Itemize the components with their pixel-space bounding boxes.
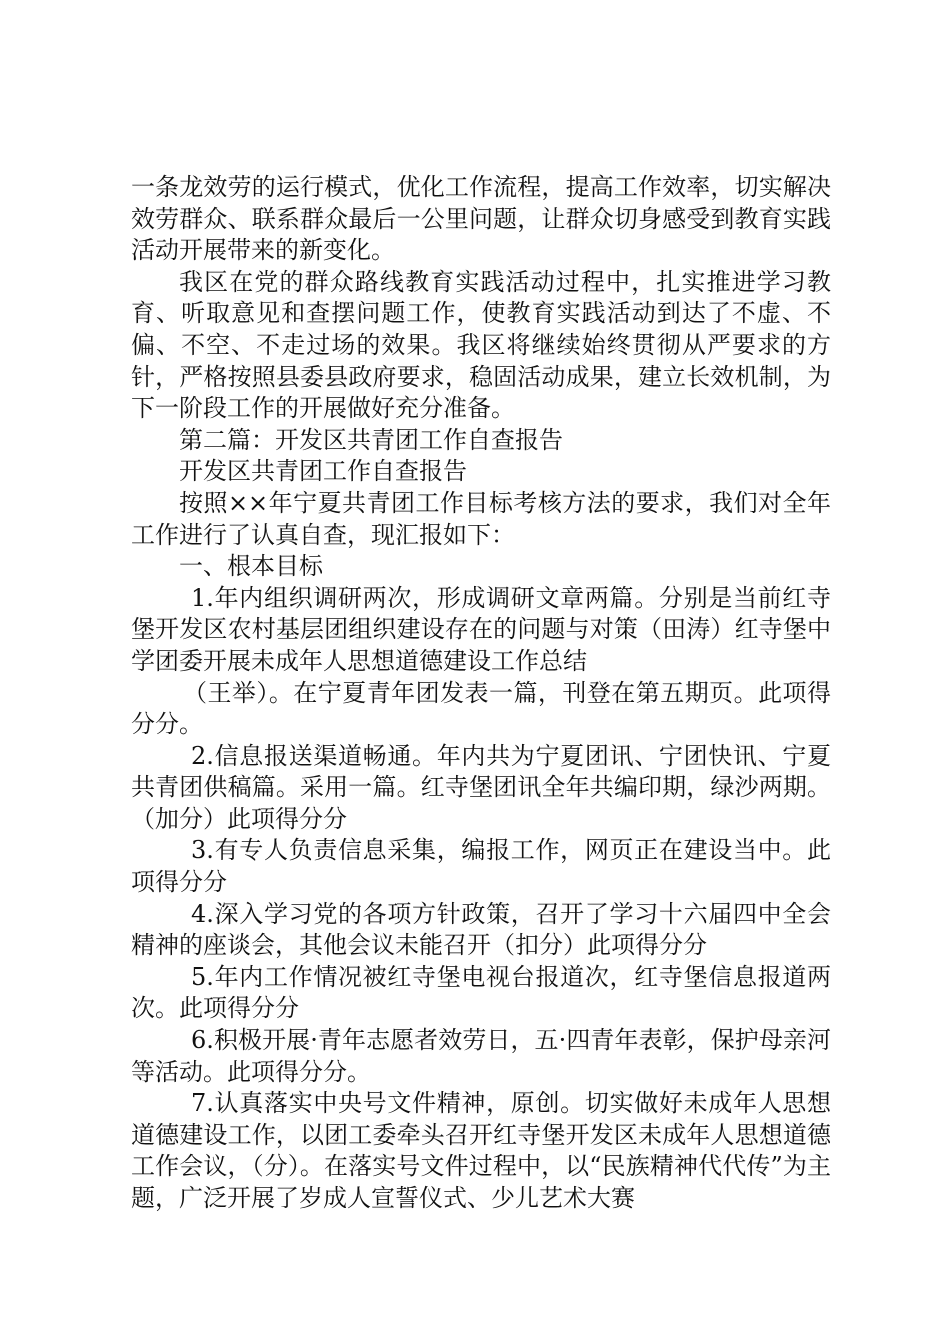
list-item-3: 3.有专人负责信息采集，编报工作，网页正在建设当中。此项得分分 xyxy=(131,836,831,897)
list-item-4: 4.深入学习党的各项方针政策，召开了学习十六届四中全会精神的座谈会，其他会议未能召开（扣分）此项得分分 xyxy=(131,899,831,960)
paragraph-continuation: 一条龙效劳的运行模式，优化工作流程，提高工作效率，切实解决效劳群众、联系群众最后一公里问题，让群众切身感受到教育实践活动开展带来的新变化。 xyxy=(131,173,831,265)
list-item-6: 6.积极开展·青年志愿者效劳日，五·四青年表彰，保护母亲河等活动。此项得分分。 xyxy=(131,1026,831,1086)
section-heading-chapter-two: 第二篇：开发区共青团工作自查报告 xyxy=(179,425,563,454)
paragraph-summary: 我区在党的群众路线教育实践活动过程中，扎实推进学习教育、听取意见和查摆问题工作，使教育实践活动到达了不虚、不偏、不空、不走过场的效果。我区将继续始终贯彻从严要求的方针，严格按照县委县政府要求，稳固活动成果，建立长效机制，为下一阶段工作的开展做好充分准备。 xyxy=(131,267,831,423)
list-item-1: 1.年内组织调研两次，形成调研文章两篇。分别是当前红寺堡开发区农村基层团组织建设存在的问题与对策（田涛）红寺堡中学团委开展未成年人思想道德建设工作总结 xyxy=(131,583,831,675)
section-heading-basic-goals: 一、根本目标 xyxy=(179,552,323,581)
body-text xyxy=(131,172,831,1215)
list-item-1-continued: （王举）。在宁夏青年团发表一篇，刊登在第五期页。此项得分分。 xyxy=(131,678,831,739)
paragraph-intro: 按照××年宁夏共青团工作目标考核方法的要求，我们对全年工作进行了认真自查，现汇报如下： xyxy=(131,488,831,549)
list-item-5: 5.年内工作情况被红寺堡电视台报道次，红寺堡信息报道两次。此项得分分 xyxy=(131,962,831,1023)
list-item-2: 2.信息报送渠道畅通。年内共为宁夏团讯、宁团快讯、宁夏共青团供稿篇。采用一篇。红寺堡团讯全年共编印期，绿沙两期。（加分）此项得分分 xyxy=(131,741,831,833)
report-title: 开发区共青团工作自查报告 xyxy=(179,457,467,486)
list-item-7: 7.认真落实中央号文件精神，原创。切实做好未成年人思想道德建设工作，以团工委牵头召开红寺堡开发区未成年人思想道德工作会议，（分）。在落实号文件过程中，以“民族精神代代传”为主题，广泛开展了岁成人宣誓仪式、少儿艺术大赛 xyxy=(131,1089,831,1212)
